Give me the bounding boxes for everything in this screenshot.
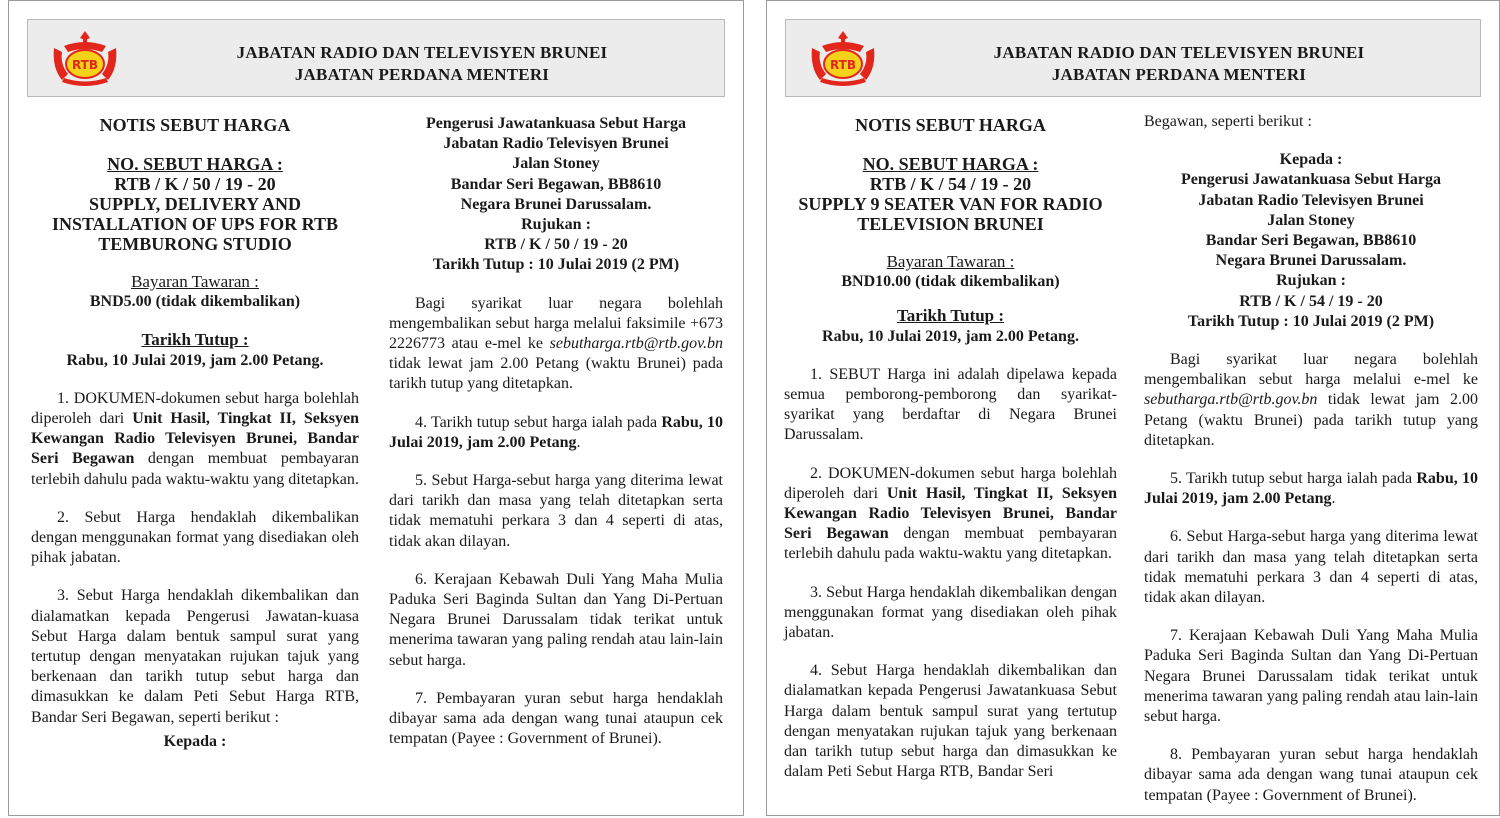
paragraph-5: 5. Tarikh tutup sebut harga ialah pada Rabu, 10 Julai 2019, jam 2.00 Petang. [1144, 470, 1478, 508]
quotation-number-label: NO. SEBUT HARGA : [107, 154, 283, 174]
address-line: Bandar Seri Begawan, BB8610 [1205, 232, 1417, 250]
address-line: RTB / K / 54 / 19 - 20 [1239, 292, 1383, 310]
address-line: Bandar Seri Begawan, BB8610 [450, 175, 662, 193]
closing-value: Rabu, 10 Julai 2019, jam 2.00 Petang. [66, 351, 324, 369]
address-line: Pengerusi Jawatankuasa Sebut Harga [425, 115, 687, 132]
address-line: Rujukan : [1276, 272, 1346, 290]
notice-title: NOTIS SEBUT HARGA [855, 115, 1046, 135]
header-line-2: JABATAN PERDANA MENTERI [294, 65, 550, 84]
paragraph-7: 7. Pembayaran yuran sebut harga hendaklah dibayar sama ada dengan wang tunai ataupun cek tempatan (Payee : Government of Brunei). [389, 689, 723, 748]
closing-value: Rabu, 10 Julai 2019, jam 2.00 Petang. [822, 327, 1079, 345]
rtb-logo-icon [808, 28, 878, 90]
paragraph-foreign: Bagi syarikat luar negara bolehlah mengembalikan sebut harga melalui e-mel ke sebutharga.rtb@rtb.gov.bn tidak lewat jam 2.00 Petang (waktu Brunei) pada tarikh tutup yang ditetapkan. [1144, 351, 1478, 449]
quotation-ref-line: TELEVISION BRUNEI [857, 214, 1044, 234]
paragraph-foreign: Bagi syarikat luar negara bolehlah mengembalikan sebut harga melalui faksimile +673 2226773 atau e-mel ke sebutharga.rtb@rtb.gov.bn tidak lewat jam 2.00 Petang (waktu Brunei) pada tarikh tutup yang ditetapkan. [389, 294, 723, 393]
address-line: Jabatan Radio Televisyen Brunei [443, 135, 669, 153]
quotation-number-label: NO. SEBUT HARGA : [862, 154, 1039, 174]
fee-label: Bayaran Tawaran : [886, 252, 1015, 271]
address-line: Tarikh Tutup : 10 Julai 2019 (2 PM) [1187, 312, 1435, 330]
paragraph-4-continued: Begawan, seperti berikut : [1144, 113, 1312, 130]
fee-label: Bayaran Tawaran : [131, 272, 259, 291]
paragraph-6: 6. Kerajaan Kebawah Duli Yang Maha Mulia Paduka Seri Baginda Sultan dan Yang Di-Pertuan Negara Brunei Darussalam tidak terikat untuk menerima tawaran yang paling rendah atau lain-lain sebut harga. [389, 570, 723, 669]
logo-text: RTB [71, 58, 99, 72]
closing-label: Tarikh Tutup : [141, 330, 249, 350]
address-line: Jalan Stoney [512, 155, 600, 173]
paragraph-6: 6. Sebut Harga-sebut harga yang diterima lewat dari tarikh dan masa yang telah ditetapkan serta tidak mematuhi perkara 3 dan 4 seperti di atas, tidak akan dilayan. [1144, 528, 1478, 607]
quotation-ref-line: INSTALLATION OF UPS FOR RTB [51, 214, 339, 234]
paragraph-3: 3. Sebut Harga hendaklah dikembalikan dan dialamatkan kepada Pengerusi Jawatan-kuasa Sebut Harga dalam bentuk sampul surat yang tertutup dengan menyatakan rujukan tajuk yang berkenaan dan tarikh tutup sebut harga dan dimasukkan ke dalam Peti Sebut Harga RTB, Bandar Seri Begawan, seperti berikut : [31, 587, 359, 726]
fee-value: BND10.00 (tidak dikembalikan) [841, 273, 1060, 291]
paragraph-7: 7. Kerajaan Kebawah Duli Yang Maha Mulia Paduka Seri Baginda Sultan dan Yang Di-Pertuan Negara Brunei Darussalam tidak terikat untuk menerima tawaran yang paling rendah atau lain-lain sebut harga. [1144, 627, 1478, 726]
quotation-ref-line: SUPPLY, DELIVERY AND [89, 194, 301, 214]
notice-right-column [1144, 114, 1478, 806]
address-line: Jabatan Radio Televisyen Brunei [1198, 191, 1424, 209]
email-link: sebutharga.rtb@rtb.gov.bn [1144, 391, 1318, 409]
addressee-label: Kepada : [1279, 151, 1343, 169]
notice-quotation-54 [766, 0, 1500, 816]
paragraph-1: 1. SEBUT Harga ini adalah dipelawa kepada semua pemborong-pemborong dan syarikat-syarikat yang berdaftar di Negara Brunei Darussalam. [784, 365, 1117, 444]
logo-text: RTB [829, 58, 857, 72]
closing-label: Tarikh Tutup : [896, 306, 1005, 326]
paragraph-1: 1. DOKUMEN-dokumen sebut harga bolehlah diperoleh dari Unit Hasil, Tingkat II, Seksyen Kewangan Radio Televisyen Brunei, Bandar Seri Begawan dengan membuat pembayaran terlebih dahulu pada waktu-waktu yang ditetapkan. [31, 389, 360, 488]
address-line: Rujukan : [521, 216, 591, 234]
paragraph-2: 2. DOKUMEN-dokumen sebut harga bolehlah diperoleh dari Unit Hasil, Tingkat II, Seksyen Kewangan Radio Televisyen Brunei, Bandar Seri Begawan dengan membuat pembayaran terlebih dahulu pada waktu-waktu yang ditetapkan. [784, 464, 1118, 563]
notice-header [785, 19, 1481, 97]
header-line-1: JABATAN RADIO DAN TELEVISYEN BRUNEI [236, 43, 608, 62]
rtb-logo-icon [50, 28, 120, 90]
addressee-label: Kepada : [163, 732, 227, 750]
paragraph-3: 3. Sebut Harga hendaklah dikembalikan dengan menggunakan format yang disediakan oleh pihak jabatan. [784, 583, 1117, 642]
notice-header [27, 19, 725, 97]
notice-title: NOTIS SEBUT HARGA [99, 115, 291, 135]
paragraph-2: 2. Sebut Harga hendaklah dikembalikan dengan menggunakan format yang disediakan oleh pihak jabatan. [31, 508, 359, 567]
fee-value: BND5.00 (tidak dikembalikan) [89, 293, 301, 311]
quotation-ref-line: RTB / K / 54 / 19 - 20 [869, 174, 1032, 194]
quotation-ref-line: SUPPLY 9 SEATER VAN FOR RADIO [798, 194, 1103, 214]
notice-quotation-50 [8, 0, 744, 816]
address-line: Negara Brunei Darussalam. [1215, 252, 1407, 270]
email-link: sebutharga.rtb@rtb.gov.bn [549, 335, 723, 353]
notice-left-column [31, 114, 359, 752]
address-line: Negara Brunei Darussalam. [460, 195, 652, 213]
notice-left-column [784, 114, 1117, 782]
paragraph-4: 4. Tarikh tutup sebut harga ialah pada Rabu, 10 Julai 2019, jam 2.00 Petang. [389, 413, 723, 451]
paragraph-4: 4. Sebut Harga hendaklah dikembalikan dan dialamatkan kepada Pengerusi Jawatankuasa Sebut Harga dalam bentuk sampul surat yang tertutup dengan menyatakan rujukan tajuk yang berkenaan dan tarikh tutup sebut harga dan dimasukkan ke dalam Peti Sebut Harga RTB, Bandar Seri [784, 662, 1117, 781]
notice-right-column [389, 114, 723, 749]
quotation-ref-line: TEMBURONG STUDIO [98, 234, 292, 254]
paragraph-5: 5. Sebut Harga-sebut harga yang diterima lewat dari tarikh dan masa yang telah ditetapkan serta tidak mematuhi perkara 3 dan 4 seperti di atas, tidak akan dilayan. [389, 472, 723, 550]
header-line-2: JABATAN PERDANA MENTERI [1051, 65, 1307, 84]
paragraph-8: 8. Pembayaran yuran sebut harga hendaklah dibayar sama ada dengan wang tunai ataupun cek tempatan (Payee : Government of Brunei). [1144, 746, 1478, 804]
header-line-1: JABATAN RADIO DAN TELEVISYEN BRUNEI [993, 43, 1365, 62]
address-line: RTB / K / 50 / 19 - 20 [484, 236, 628, 254]
address-line: Pengerusi Jawatankuasa Sebut Harga [1180, 171, 1442, 189]
address-line: Tarikh Tutup : 10 Julai 2019 (2 PM) [432, 256, 680, 274]
address-line: Jalan Stoney [1267, 211, 1355, 229]
quotation-ref-line: RTB / K / 50 / 19 - 20 [114, 174, 276, 194]
